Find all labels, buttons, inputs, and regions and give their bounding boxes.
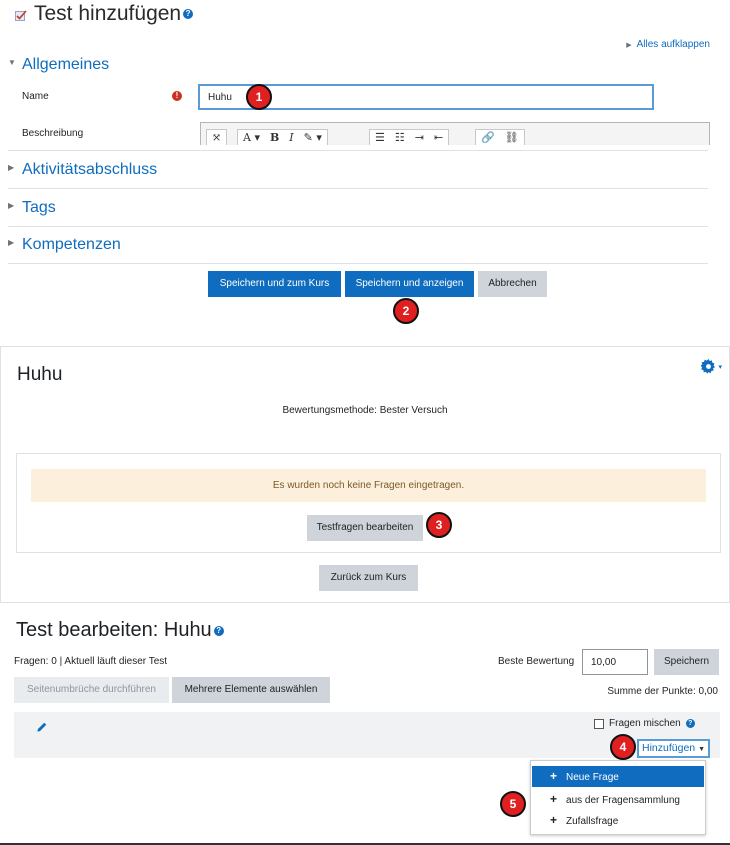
menu-item-random-question[interactable]: [532, 810, 704, 831]
expand-all-label: Alles aufklappen: [636, 39, 710, 50]
unordered-list-icon[interactable]: ☰: [375, 131, 385, 144]
caret-right-icon: ▶: [8, 238, 15, 248]
edit-heading-button[interactable]: [36, 722, 47, 736]
caret-right-icon: ▶: [8, 201, 15, 211]
menu-item-label: Neue Frage: [566, 772, 619, 783]
section-tags-label: Tags: [22, 199, 56, 216]
ordered-list-icon[interactable]: ☷: [394, 131, 405, 144]
divider: [8, 188, 708, 189]
toolbar-group-expand: [206, 129, 227, 145]
callout-badge-3: 3: [426, 512, 452, 538]
total-points: Summe der Punkte: 0,00: [607, 686, 718, 697]
cancel-button[interactable]: Abbrechen: [478, 271, 547, 297]
caret-right-icon: ▶: [626, 42, 632, 49]
bold-icon[interactable]: B: [269, 131, 280, 144]
grading-method: Bewertungsmethode: Bester Versuch: [282, 405, 448, 416]
menu-item-label: Zufallsfrage: [566, 816, 619, 827]
section-competencies-label: Kompetenzen: [22, 236, 121, 253]
quiz-title: Huhu: [17, 364, 63, 385]
caret-right-icon: ▶: [8, 163, 15, 173]
edit-quiz-title: [16, 619, 224, 642]
editor-toolbar: [200, 122, 710, 145]
settings-menu-button[interactable]: [701, 359, 722, 374]
toolbar-group-links: [475, 129, 525, 145]
toolbar-group-lists: [369, 129, 449, 145]
toolbar-group-format: [237, 129, 328, 145]
text-color-icon[interactable]: ✎ ▾: [303, 131, 322, 144]
max-grade-input[interactable]: [582, 649, 648, 675]
expand-all-link[interactable]: [626, 39, 710, 50]
chevron-down-icon: ▼: [698, 746, 706, 753]
section-general-label: Allgemeines: [22, 56, 110, 73]
select-multiple-button[interactable]: Mehrere Elemente auswählen: [172, 677, 330, 703]
section-completion[interactable]: [8, 161, 157, 179]
callout-badge-5: 5: [500, 791, 526, 817]
pencil-icon: [36, 722, 47, 733]
divider: [8, 226, 708, 227]
plus-icon: +: [550, 769, 558, 783]
name-label: Name: [22, 91, 49, 102]
max-grade-label: Beste Bewertung: [498, 656, 575, 667]
link-icon[interactable]: 🔗: [481, 131, 495, 144]
edit-quiz-button[interactable]: Testfragen bearbeiten: [307, 515, 423, 541]
indent-icon[interactable]: ⇥: [414, 131, 424, 144]
menu-item-label: aus der Fragensammlung: [566, 795, 680, 806]
menu-item-new-question[interactable]: [532, 766, 704, 787]
section-competencies[interactable]: [8, 236, 121, 254]
page-title-text: Test hinzufügen: [34, 2, 182, 25]
description-label: Beschreibung: [22, 128, 84, 139]
font-size-icon[interactable]: A ▾: [243, 131, 260, 144]
divider: [8, 150, 708, 151]
edit-quiz-title-text: Test bearbeiten: Huhu: [16, 619, 212, 641]
save-and-return-button[interactable]: Speichern und zum Kurs: [208, 271, 341, 297]
back-to-course-button[interactable]: Zurück zum Kurs: [319, 565, 418, 591]
chevron-down-icon: ▾: [718, 363, 722, 371]
unlink-icon[interactable]: ⛓: [504, 131, 519, 144]
plus-icon: +: [550, 813, 558, 827]
quiz-status-info: Fragen: 0 | Aktuell läuft dieser Test: [14, 656, 168, 667]
add-menu: [530, 760, 706, 835]
gear-icon: [701, 359, 716, 374]
save-grade-button[interactable]: Speichern: [654, 649, 719, 675]
help-icon[interactable]: ?: [183, 9, 193, 19]
add-dropdown-button[interactable]: [637, 739, 710, 758]
help-icon[interactable]: ?: [686, 719, 695, 728]
required-icon: !: [172, 91, 182, 101]
help-icon[interactable]: ?: [214, 626, 224, 636]
callout-badge-1: 1: [246, 84, 272, 110]
divider: [8, 263, 708, 264]
section-completion-label: Aktivitätsabschluss: [22, 161, 158, 178]
outdent-icon[interactable]: ⇤: [433, 131, 444, 144]
quiz-icon: [15, 9, 27, 21]
shuffle-checkbox[interactable]: [594, 719, 604, 729]
section-tags[interactable]: [8, 199, 56, 217]
callout-badge-4: 4: [610, 734, 636, 760]
callout-badge-2: 2: [393, 298, 419, 324]
expand-icon[interactable]: ⤧: [212, 131, 222, 144]
add-label: Hinzufügen: [642, 742, 696, 754]
no-questions-alert: Es wurden noch keine Fragen eingetragen.: [31, 469, 706, 502]
shuffle-questions[interactable]: [594, 718, 695, 729]
plus-icon: +: [550, 792, 558, 806]
repaginate-button[interactable]: Seitenumbrüche durchführen: [14, 677, 169, 703]
caret-down-icon: ▼: [8, 58, 16, 68]
menu-item-from-question-bank[interactable]: [532, 789, 704, 810]
shuffle-label: Fragen mischen: [609, 718, 681, 729]
italic-icon[interactable]: I: [289, 131, 294, 144]
page-title: [14, 2, 193, 26]
save-and-display-button[interactable]: Speichern und anzeigen: [345, 271, 474, 297]
section-general[interactable]: [8, 56, 109, 74]
